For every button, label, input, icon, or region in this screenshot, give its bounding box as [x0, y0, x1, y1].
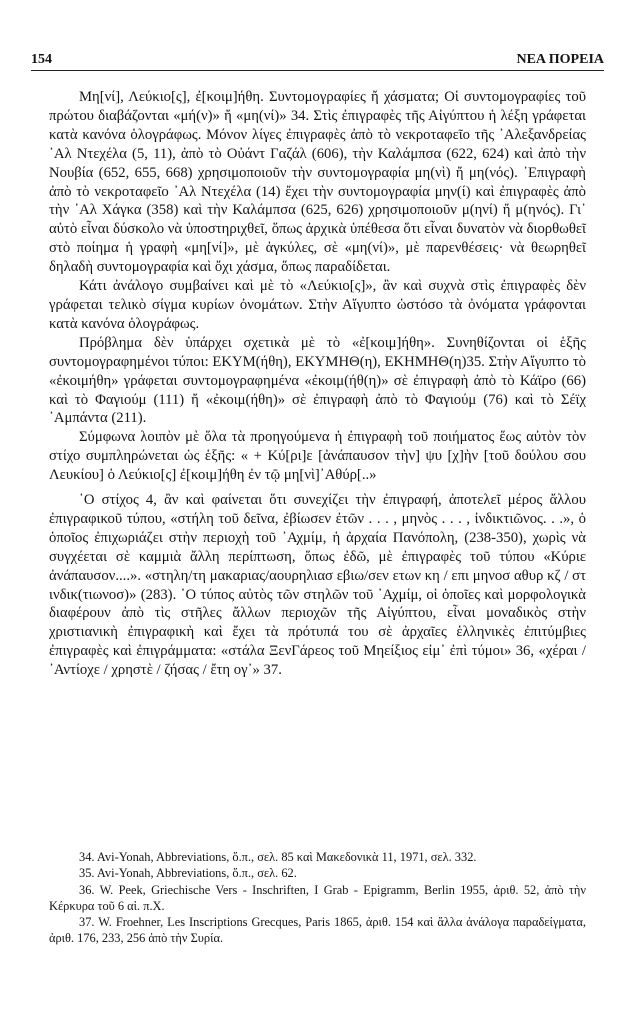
footnote-35: 35. Avi-Yonah, Abbreviations, ὅ.π., σελ. 62. — [79, 866, 297, 881]
main-text — [49, 88, 586, 680]
running-header — [31, 40, 604, 71]
footnote-37: 37. W. Froehner, Les Inscriptions Grecques, Paris 1865, ἀριθ. 154 καὶ ἄλλα ἀνάλογα παραδείγματα, ἀριθ. 176, 233, 256 ἀπὸ τὴν Συρία. — [49, 915, 586, 946]
paragraph-restoration: Σύμφωνα λοιπὸν μὲ ὅλα τὰ προηγούμενα ἡ ἐπιγραφὴ τοῦ ποιήματος ἕως αὐτὸν τὸν στίχο συμπληρώνεται ὡς ἑξῆς: « + Κύ[ρι]ε [ἀνάπαυσον τὴν] ψυ [χ]ὴν [τοῦ δούλου σου Λευκίου] ὁ Λεύκιο[ς] ἐ[κοιμ]ήθη ἐν τῷ μη[νὶ]᾿Αθύρ[..» — [49, 429, 586, 484]
footnote-36: 36. W. Peek, Griechische Vers - Inschriften, I Grab - Epigramm, Berlin 1955, ἀριθ. 52, ἀπὸ τὴν Κέρκυρα τοῦ 6 αἰ. π.Χ. — [49, 882, 586, 913]
footnotes — [49, 849, 586, 947]
paragraph-verse-4: ῾Ο στίχος 4, ἂν καὶ φαίνεται ὅτι συνεχίζει τὴν ἐπιγραφή, ἀποτελεῖ μέρος ἄλλου ἐπιγραφικοῦ τύπου, «στήλη τοῦ δεῖνα, ἐβίωσεν ἐτῶν . . . , μηνὸς . . . , ἰνδικτιῶνος. . .», ὁ ὁποῖος ἐπιχωριάζει στὴν περιοχὴ τοῦ ᾿Αχμίμ, ἡ ἀρχαία Πανόπολη, (238-350), χωρὶς νὰ συγχέεται σὲ καμμιὰ ἄλλη περίπτωση, ὅπως ἐδῶ, μὲ ἐπιγραφὲς τοῦ τύπου «Κύριε ἀνάπαυσον....». «στηλη/τη μακαριας/αουρηλιασ εβιω/σεν ετων κη / επι μηνοσ αθυρ κζ / στ ινδικ(τιωνοσ)» (283). ῾Ο τύπος αὐτὸς τῶν στηλῶν τοῦ ᾿Αχμίμ, οἱ ὁποῖες καὶ μορφολογικὰ διαφέρουν ἀπὸ τὶς στῆλες ἄλλων περιοχῶν τῆς Αἰγύπτου, εἶναι μοναδικὸς στὴν χριστιανικὴ ἐπιγραφικὴ καὶ ἔχει τὰ πρότυπά του σὲ ἀρχαῖες ἑλληνικὲς ἐπιτύμβιες ἐπιγραφὲς καὶ ἐπιγράμματα: «στάλα ΞενΓάρεος τοῦ Μηείξιος εἰμ᾿ ἐπὶ τύμοι» 36, «χέραι / ᾿Αντίοχε / χρηστὲ / ζήσας / ἔτη ογ᾿» 37. — [49, 492, 586, 679]
paragraph-leukios: Κάτι ἀνάλογο συμβαίνει καὶ μὲ τὸ «Λεύκιο[ς]», ἂν καὶ συχνὰ στὶς ἐπιγραφὲς δὲν γράφεται τελικὸ σίγμα κυρίων ὀνομάτων. Στὴν Αἴγυπτο ὡστόσο τὰ ὀνόματα γράφονται κατὰ κανόνα ὁλογράφως. — [49, 278, 586, 332]
running-title: ΝΕΑ ΠΟΡΕΙΑ — [516, 52, 604, 67]
page-number: 154 — [31, 52, 52, 67]
paragraph-ekoimethe: Πρόβλημα δὲν ὑπάρχει σχετικὰ μὲ τὸ «ἐ[κοιμ]ήθη». Συνηθίζονται οἱ ἑξῆς συντομογραφημένοι τύποι: ΕΚΥΜ(ήθη), ΕΚΥΜΗΘ(η), ΕΚΗΜΗΘ(η)35. Στὴν Αἴγυπτο τὸ «ἐκοιμήθη» γράφεται συντομογραφημένα «ἐκοιμ(ήθ(η)» σὲ ἐπιγραφὴ ἀπὸ τὸ Κάϊρο (66) καὶ τὸ Φαγιούμ (111) ἤ «ἐκοιμ(ήθη)» σὲ ἐπιγραφὴ ἀπὸ τὸ Φαγιούμ (76) καὶ τὸ Σέϊχ ᾿Αμπάντα (211). — [49, 334, 586, 427]
footnote-34: 34. Avi-Yonah, Abbreviations, ὅ.π., σελ. 85 καὶ Μακεδονικὰ 11, 1971, σελ. 332. — [79, 850, 477, 864]
paragraph-abbreviations: Μη[νί], Λεύκιο[ς], ἐ[κοιμ]ήθη. Συντομογραφίες ἤ χάσματα; Οἱ συντομογραφίες τοῦ πρώτου διαβάζονται «μή(ν)» ἤ «μη(νί)» 34. Στὶς ἐπιγραφὲς τῆς Αἰγύπτου ἡ λέξη γράφεται κατὰ κανόνα ὁλογράφως. Μόνον λίγες ἐπιγραφὲς ἀπὸ τὸ νεκροταφεῖο τῆς ᾿Αλεξανδρείας ᾿Αλ Ντεχέλα (5, 11), ἀπὸ τὸ Οὐάντ Γαζάλ (606), τὴν Καλάμπσα (622, 624) καὶ ἀπὸ τὴν Νουβία (652, 655, 668) χρησιμοποιοῦν τὴν συντομογραφία μη(νὶ) ἤ μη(νός). ᾿Επιγραφὴ ἀπὸ τὸ νεκροταφεῖο ᾿Αλ Ντεχέλα (14) ἔχει τὴν συντομογραφία μην(ί) καὶ ἐπιγραφὲς ἀπὸ τὴν ᾿Αλ Χάγκα (358) καὶ τὴν Καλάμπσα (625, 626) χρησιμοποιοῦν μ(ηνί) ἤ μ(ηνός). Γι᾿ αὐτὸ εἶναι δύσκολο νὰ ὑποστηριχθεῖ, ὅπως ἀρχικὰ ὑπέθεσα ὅτι εἶναι δυνατὸν νὰ διορθωθεῖ στὸ ποίημα ἡ γραφὴ «μη[νί]», μὲ ἀγκύλες, σὲ «μη(νί)», μὲ παρενθέσεις· νὰ θεωρηθεῖ δηλαδὴ συντομογραφία καὶ ὄχι χάσμα, ὅπως παραδίδεται. — [49, 89, 586, 276]
